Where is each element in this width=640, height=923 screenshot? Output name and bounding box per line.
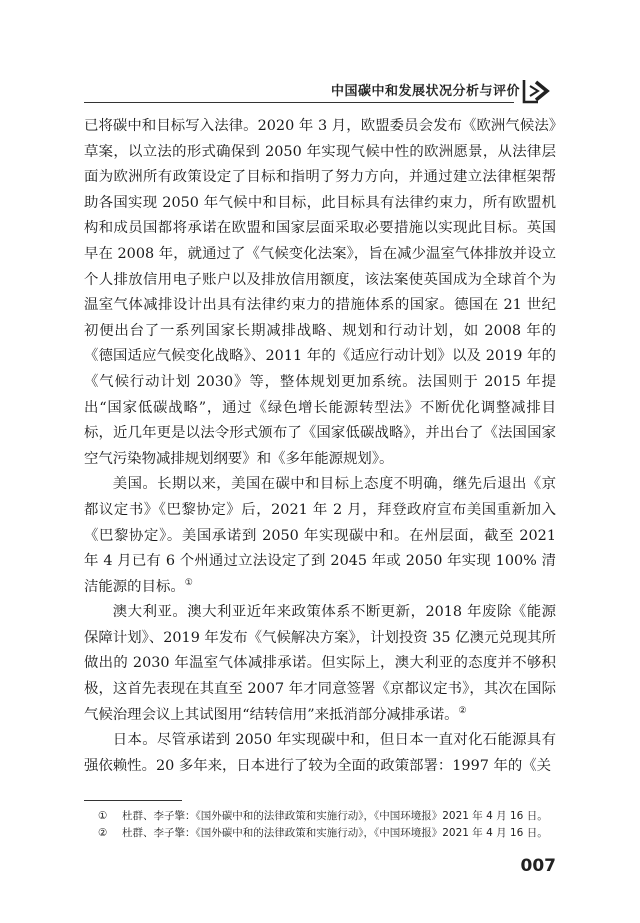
footnote-text: 杜群、李子擎：《国外碳中和的法律政策和实施行动》，《中国环境报》2021 年 4 月 16 日。 — [122, 827, 548, 839]
footnotes — [98, 808, 558, 842]
paragraph-australia: 澳大利亚。澳大利亚近年来政策体系不断更新，2018 年废除《能源保障计划》、2019 年发布《气候解决方案》，计划投资 35 亿澳元兑现其所做出的 2030 年温室气体减排承诺。但实际上，澳大利亚的态度并不够积极，这首先表现在其直至 2007 年才同意签署《京都议定书》，其次在国际气候治理会议上其试图用“结转信用”来抵消部分减排承诺。② — [84, 604, 556, 723]
footnote-rule — [84, 800, 182, 801]
footnote-mark: ① — [98, 810, 108, 822]
footnote-ref-2[interactable]: ② — [458, 705, 467, 716]
footnote-text: 杜群、李子擎：《国外碳中和的法律政策和实施行动》，《中国环境报》2021 年 4 月 16 日。 — [122, 810, 548, 822]
footnote-ref-1[interactable]: ① — [184, 577, 193, 588]
paragraph-usa: 美国。长期以来，美国在碳中和目标上态度不明确，继先后退出《京都议定书》《巴黎协定》后，2021 年 2 月，拜登政府宣布美国重新加入《巴黎协定》。美国承诺到 2050 年实现碳中和。在州层面，截至 2021 年 4 月已有 6 个州通过立法设定了到 2045 年或 2050 年实现 100% 清洁能源的目标。① — [84, 476, 556, 595]
paragraph-japan: 日本。尽管承诺到 2050 年实现碳中和，但日本一直对化石能源具有强依赖性。20 多年来，日本进行了较为全面的政策部署：1997 年的《关 — [84, 732, 556, 774]
footnote-2 — [98, 825, 558, 842]
running-header — [0, 76, 640, 106]
body-text — [84, 114, 556, 779]
chapter-chevron-icon — [520, 76, 554, 106]
page-number: 007 — [520, 856, 556, 876]
footnote-mark: ② — [98, 827, 108, 839]
running-header-title: 中国碳中和发展状况分析与评价 — [330, 84, 520, 99]
footnote-1 — [98, 808, 558, 825]
paragraph-eu-uk-germany-france: 已将碳中和目标写入法律。2020 年 3 月，欧盟委员会发布《欧洲气候法》草案，以立法的形式确保到 2050 年实现气候中性的欧洲愿景，从法律层面为欧洲所有政策设定了目标和指明了努力方向，并通过建立法律框架帮助各国实现 2050 年气候中和目标，此目标具有法律约束力，所有欧盟机构和成员国都将承诺在欧盟和国家层面采取必要措施以实现此目标。英国早在 2008 年，就通过了《气候变化法案》，旨在减少温室气体排放并设立个人排放信用电子账户以及排放信用额度，该法案使英国成为全球首个为温室气体减排设计出具有法律约束力的措施体系的国家。德国在 21 世纪初便出台了一系列国家长期减排战略、规划和行动计划，如 2008 年的《德国适应气候变化战略》、2011 年的《适应行动计划》以及 2019 年的《气候行动计划 2030》等，整体规划更加系统。法国则于 2015 年提出“国家低碳战略”，通过《绿色增长能源转型法》不断优化调整减排目标，近几年更是以法令形式颁布了《国家低碳战略》，并出台了《法国国家空气污染物减排规划纲要》和《多年能源规划》。 — [84, 118, 556, 467]
header-rule — [84, 102, 514, 103]
